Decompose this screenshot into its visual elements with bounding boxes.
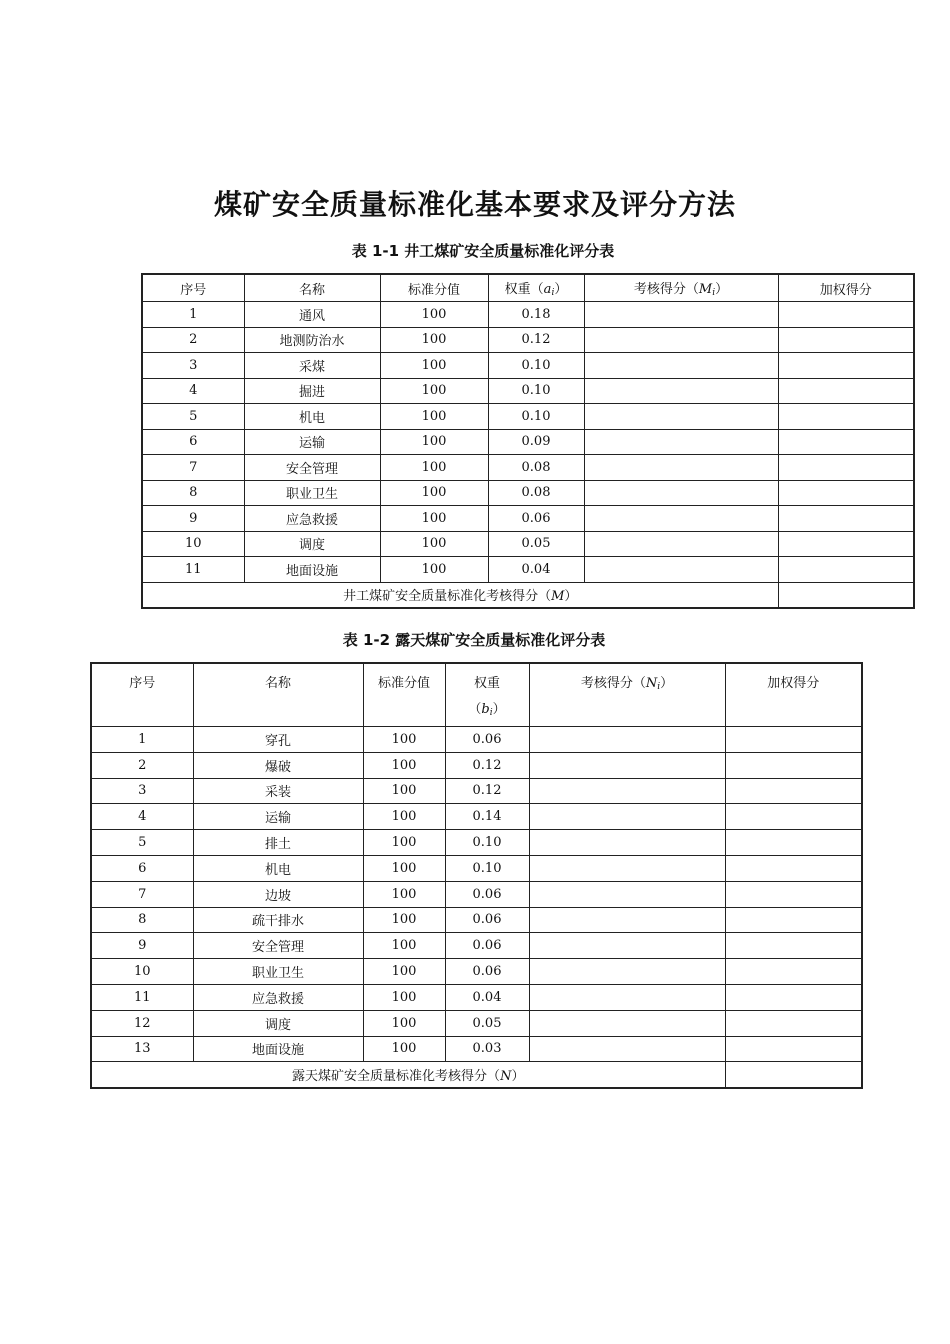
cell-seq: 12 [91, 1010, 193, 1036]
cell-seq: 13 [91, 1036, 193, 1062]
cell-name: 调度 [193, 1010, 363, 1036]
cell-std-score: 100 [363, 1010, 445, 1036]
header-std-score: 标准分值 [363, 663, 445, 727]
cell-exam-score[interactable] [529, 959, 725, 985]
cell-weight: 0.04 [445, 984, 529, 1010]
footer-total-value[interactable] [778, 582, 914, 608]
table-row [142, 455, 914, 481]
cell-std-score: 100 [380, 302, 488, 328]
header-exam-score: 考核得分$(N_i)$ [529, 663, 725, 727]
footer-total-value[interactable] [725, 1062, 862, 1088]
cell-seq: 9 [91, 933, 193, 959]
table-row [142, 404, 914, 430]
cell-seq: 10 [91, 959, 193, 985]
cell-std-score: 100 [380, 531, 488, 557]
cell-weighted-score[interactable] [725, 959, 862, 985]
table-row [142, 378, 914, 404]
cell-weight: 0.10 [488, 404, 584, 430]
header-seq: 序号 [91, 663, 193, 727]
table-row [142, 557, 914, 583]
cell-exam-score[interactable] [584, 480, 778, 506]
cell-weight: 0.18 [488, 302, 584, 328]
cell-weight: 0.10 [445, 855, 529, 881]
open-pit-mine-score-table [90, 662, 863, 1089]
table1-caption: 表 1-1 井工煤矿安全质量标准化评分表 [351, 242, 615, 260]
cell-seq: 2 [142, 327, 244, 353]
table-row [91, 933, 862, 959]
table-footer-row [142, 582, 914, 608]
cell-std-score: 100 [363, 1036, 445, 1062]
cell-exam-score[interactable] [584, 327, 778, 353]
cell-weight: 0.03 [445, 1036, 529, 1062]
cell-std-score: 100 [363, 727, 445, 753]
cell-std-score: 100 [363, 855, 445, 881]
cell-std-score: 100 [380, 353, 488, 379]
cell-name: 疏干排水 [193, 907, 363, 933]
cell-seq: 7 [91, 881, 193, 907]
document-title: 煤矿安全质量标准化基本要求及评分方法 [213, 188, 736, 221]
cell-weight: 0.08 [488, 480, 584, 506]
cell-name: 掘进 [244, 378, 380, 404]
table-row [91, 855, 862, 881]
cell-std-score: 100 [380, 378, 488, 404]
cell-weighted-score[interactable] [778, 378, 914, 404]
cell-seq: 11 [142, 557, 244, 583]
cell-exam-score[interactable] [529, 830, 725, 856]
cell-weighted-score[interactable] [725, 752, 862, 778]
table-header-row [91, 663, 862, 727]
cell-weight: 0.05 [488, 531, 584, 557]
cell-exam-score[interactable] [584, 353, 778, 379]
table-footer-row [91, 1062, 862, 1088]
cell-seq: 2 [91, 752, 193, 778]
header-weighted-score: 加权得分 [725, 663, 862, 727]
header-weight: 权重$(a_i)$ [488, 274, 584, 302]
cell-weighted-score[interactable] [778, 327, 914, 353]
cell-exam-score[interactable] [529, 804, 725, 830]
cell-seq: 5 [91, 830, 193, 856]
cell-exam-score[interactable] [529, 1036, 725, 1062]
cell-exam-score[interactable] [529, 1010, 725, 1036]
underground-mine-score-table [141, 273, 915, 609]
cell-weight: 0.06 [445, 933, 529, 959]
header-weighted-score: 加权得分 [778, 274, 914, 302]
cell-weighted-score[interactable] [725, 804, 862, 830]
header-std-score: 标准分值 [380, 274, 488, 302]
table-row [91, 804, 862, 830]
cell-seq: 6 [91, 855, 193, 881]
cell-name: 职业卫生 [193, 959, 363, 985]
table-row [91, 959, 862, 985]
cell-seq: 8 [91, 907, 193, 933]
table-row [91, 727, 862, 753]
cell-std-score: 100 [380, 429, 488, 455]
table-row [91, 778, 862, 804]
cell-std-score: 100 [363, 907, 445, 933]
cell-std-score: 100 [363, 881, 445, 907]
cell-std-score: 100 [363, 804, 445, 830]
cell-seq: 1 [91, 727, 193, 753]
cell-exam-score[interactable] [529, 778, 725, 804]
cell-std-score: 100 [363, 959, 445, 985]
header-weight: 权重 $(b_i)$ [445, 663, 529, 727]
cell-std-score: 100 [380, 455, 488, 481]
cell-weighted-score[interactable] [778, 302, 914, 328]
cell-weight: 0.06 [488, 506, 584, 532]
cell-weighted-score[interactable] [725, 933, 862, 959]
cell-weighted-score[interactable] [725, 881, 862, 907]
cell-name: 机电 [244, 404, 380, 430]
cell-exam-score[interactable] [529, 984, 725, 1010]
cell-std-score: 100 [380, 404, 488, 430]
cell-weight: 0.10 [488, 353, 584, 379]
cell-weighted-score[interactable] [725, 907, 862, 933]
cell-std-score: 100 [363, 752, 445, 778]
cell-name: 通风 [244, 302, 380, 328]
cell-exam-score[interactable] [584, 506, 778, 532]
table-row [142, 531, 914, 557]
cell-exam-score[interactable] [529, 855, 725, 881]
cell-exam-score[interactable] [529, 907, 725, 933]
cell-name: 采煤 [244, 353, 380, 379]
table-row [91, 1010, 862, 1036]
cell-name: 地面设施 [193, 1036, 363, 1062]
cell-seq: 6 [142, 429, 244, 455]
header-name: 名称 [193, 663, 363, 727]
table1-body [142, 302, 914, 583]
cell-weight: 0.14 [445, 804, 529, 830]
cell-weight: 0.06 [445, 881, 529, 907]
cell-weighted-score[interactable] [725, 855, 862, 881]
cell-weighted-score[interactable] [725, 830, 862, 856]
cell-weight: 0.06 [445, 907, 529, 933]
cell-name: 采装 [193, 778, 363, 804]
cell-name: 机电 [193, 855, 363, 881]
header-exam-score: 考核得分$(M_i)$ [584, 274, 778, 302]
table-row [91, 752, 862, 778]
cell-weight: 0.12 [445, 778, 529, 804]
cell-exam-score[interactable] [584, 429, 778, 455]
cell-name: 应急救援 [193, 984, 363, 1010]
cell-exam-score[interactable] [584, 378, 778, 404]
cell-weight: 0.12 [488, 327, 584, 353]
table-row [91, 881, 862, 907]
footer-total-label: 井工煤矿安全质量标准化考核得分（M） [142, 582, 778, 608]
table-row [142, 480, 914, 506]
cell-seq: 1 [142, 302, 244, 328]
cell-exam-score[interactable] [584, 455, 778, 481]
header-name: 名称 [244, 274, 380, 302]
cell-weighted-score[interactable] [778, 557, 914, 583]
table-row [142, 429, 914, 455]
cell-weighted-score[interactable] [778, 455, 914, 481]
cell-weighted-score[interactable] [778, 531, 914, 557]
cell-weight: 0.04 [488, 557, 584, 583]
cell-name: 运输 [193, 804, 363, 830]
cell-seq: 3 [142, 353, 244, 379]
cell-seq: 4 [142, 378, 244, 404]
cell-exam-score[interactable] [529, 881, 725, 907]
cell-name: 职业卫生 [244, 480, 380, 506]
cell-name: 调度 [244, 531, 380, 557]
cell-name: 地测防治水 [244, 327, 380, 353]
cell-exam-score[interactable] [529, 727, 725, 753]
cell-weight: 0.05 [445, 1010, 529, 1036]
cell-std-score: 100 [380, 327, 488, 353]
cell-seq: 11 [91, 984, 193, 1010]
cell-exam-score[interactable] [584, 404, 778, 430]
cell-name: 运输 [244, 429, 380, 455]
cell-std-score: 100 [363, 933, 445, 959]
cell-name: 排土 [193, 830, 363, 856]
cell-std-score: 100 [380, 480, 488, 506]
cell-weight: 0.12 [445, 752, 529, 778]
footer-total-label: 露天煤矿安全质量标准化考核得分（N） [91, 1062, 725, 1088]
table-row [91, 907, 862, 933]
cell-weighted-score[interactable] [778, 404, 914, 430]
table2-body [91, 727, 862, 1062]
table-row [142, 327, 914, 353]
cell-name: 爆破 [193, 752, 363, 778]
cell-weight: 0.10 [445, 830, 529, 856]
cell-exam-score[interactable] [529, 752, 725, 778]
cell-weighted-score[interactable] [725, 1010, 862, 1036]
table-header-row [142, 274, 914, 302]
cell-weighted-score[interactable] [725, 1036, 862, 1062]
cell-weight: 0.08 [488, 455, 584, 481]
cell-weight: 0.10 [488, 378, 584, 404]
cell-weighted-score[interactable] [778, 429, 914, 455]
cell-weighted-score[interactable] [725, 778, 862, 804]
cell-seq: 4 [91, 804, 193, 830]
cell-std-score: 100 [363, 830, 445, 856]
cell-weighted-score[interactable] [725, 984, 862, 1010]
cell-weighted-score[interactable] [778, 480, 914, 506]
cell-weight: 0.06 [445, 727, 529, 753]
cell-weighted-score[interactable] [725, 727, 862, 753]
cell-seq: 8 [142, 480, 244, 506]
cell-std-score: 100 [380, 557, 488, 583]
cell-seq: 10 [142, 531, 244, 557]
table-row [91, 984, 862, 1010]
table2-caption: 表 1-2 露天煤矿安全质量标准化评分表 [342, 631, 606, 649]
cell-weight: 0.06 [445, 959, 529, 985]
cell-name: 安全管理 [244, 455, 380, 481]
cell-exam-score[interactable] [584, 302, 778, 328]
table-row [142, 506, 914, 532]
cell-std-score: 100 [380, 506, 488, 532]
table-row [91, 830, 862, 856]
cell-weighted-score[interactable] [778, 353, 914, 379]
cell-weighted-score[interactable] [778, 506, 914, 532]
cell-name: 边坡 [193, 881, 363, 907]
cell-weight: 0.09 [488, 429, 584, 455]
table-row [142, 353, 914, 379]
cell-name: 安全管理 [193, 933, 363, 959]
cell-name: 地面设施 [244, 557, 380, 583]
header-seq: 序号 [142, 274, 244, 302]
cell-exam-score[interactable] [584, 531, 778, 557]
cell-name: 应急救援 [244, 506, 380, 532]
cell-name: 穿孔 [193, 727, 363, 753]
cell-seq: 7 [142, 455, 244, 481]
cell-std-score: 100 [363, 984, 445, 1010]
cell-seq: 5 [142, 404, 244, 430]
cell-seq: 3 [91, 778, 193, 804]
table-row [91, 1036, 862, 1062]
table-row [142, 302, 914, 328]
cell-seq: 9 [142, 506, 244, 532]
cell-exam-score[interactable] [529, 933, 725, 959]
cell-std-score: 100 [363, 778, 445, 804]
cell-exam-score[interactable] [584, 557, 778, 583]
